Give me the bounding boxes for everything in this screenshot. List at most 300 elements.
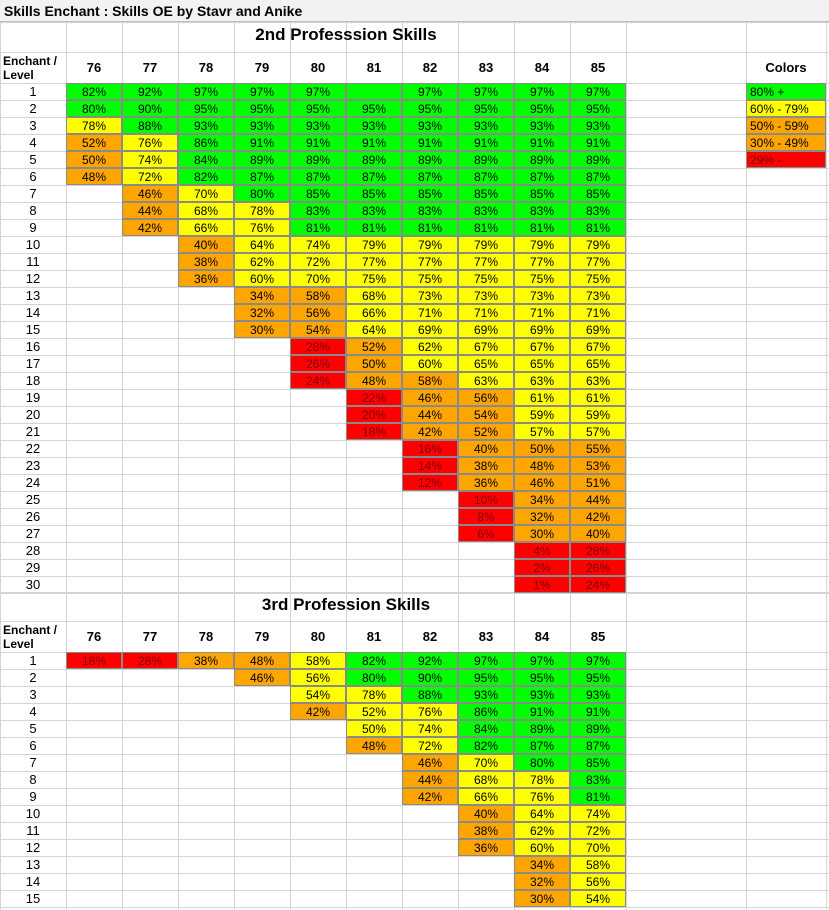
success-rate-cell[interactable]: 77% <box>514 253 570 270</box>
success-rate-cell[interactable]: 93% <box>570 117 626 134</box>
success-rate-cell[interactable]: 80% <box>346 669 402 686</box>
success-rate-cell[interactable]: 91% <box>458 134 514 151</box>
success-rate-cell[interactable]: 97% <box>402 83 458 100</box>
success-rate-cell[interactable]: 74% <box>402 720 458 737</box>
empty-cell[interactable] <box>290 754 346 771</box>
empty-cell[interactable] <box>178 304 234 321</box>
column-header-level[interactable]: 80 <box>310 60 326 75</box>
row-header-enchant[interactable]: 3 <box>29 687 37 702</box>
success-rate-cell[interactable]: 91% <box>290 134 346 151</box>
success-rate-cell[interactable]: 77% <box>402 253 458 270</box>
success-rate-cell[interactable]: 48% <box>514 457 570 474</box>
empty-cell[interactable] <box>66 491 122 508</box>
success-rate-cell[interactable]: 56% <box>290 669 346 686</box>
empty-cell[interactable] <box>66 338 122 355</box>
success-rate-cell[interactable]: 48% <box>346 737 402 754</box>
empty-cell[interactable] <box>178 372 234 389</box>
empty-cell[interactable] <box>346 457 402 474</box>
empty-cell[interactable] <box>66 754 122 771</box>
success-rate-cell[interactable]: 81% <box>570 219 626 236</box>
empty-cell[interactable] <box>122 508 178 525</box>
empty-cell[interactable] <box>66 890 122 907</box>
success-rate-cell[interactable]: 89% <box>514 151 570 168</box>
empty-cell[interactable] <box>234 703 290 720</box>
success-rate-cell[interactable]: 63% <box>570 372 626 389</box>
empty-cell[interactable] <box>346 839 402 856</box>
success-rate-cell[interactable]: 97% <box>458 652 514 669</box>
column-header-level[interactable]: 83 <box>478 60 494 75</box>
success-rate-cell[interactable]: 89% <box>570 720 626 737</box>
success-rate-cell[interactable]: 10% <box>458 491 514 508</box>
empty-cell[interactable] <box>290 890 346 907</box>
success-rate-cell[interactable]: 46% <box>402 754 458 771</box>
empty-cell[interactable] <box>290 406 346 423</box>
success-rate-cell[interactable]: 16% <box>402 440 458 457</box>
empty-cell[interactable] <box>66 406 122 423</box>
success-rate-cell[interactable]: 81% <box>346 219 402 236</box>
empty-cell[interactable] <box>402 542 458 559</box>
row-header-enchant[interactable]: 2 <box>29 101 37 116</box>
empty-cell[interactable] <box>66 287 122 304</box>
success-rate-cell[interactable]: 90% <box>122 100 178 117</box>
empty-cell[interactable] <box>178 737 234 754</box>
success-rate-cell[interactable]: 85% <box>514 185 570 202</box>
success-rate-cell[interactable]: 32% <box>234 304 290 321</box>
success-rate-cell[interactable]: 90% <box>402 669 458 686</box>
success-rate-cell[interactable]: 60% <box>514 839 570 856</box>
empty-cell[interactable] <box>234 771 290 788</box>
success-rate-cell[interactable] <box>346 83 402 100</box>
success-rate-cell[interactable]: 75% <box>458 270 514 287</box>
success-rate-cell[interactable]: 95% <box>514 100 570 117</box>
empty-cell[interactable] <box>290 474 346 491</box>
success-rate-cell[interactable]: 80% <box>234 185 290 202</box>
empty-cell[interactable] <box>178 542 234 559</box>
empty-cell[interactable] <box>234 720 290 737</box>
empty-cell[interactable] <box>66 185 122 202</box>
success-rate-cell[interactable]: 77% <box>570 253 626 270</box>
empty-cell[interactable] <box>66 219 122 236</box>
success-rate-cell[interactable]: 42% <box>290 703 346 720</box>
empty-cell[interactable] <box>234 525 290 542</box>
success-rate-cell[interactable]: 95% <box>346 100 402 117</box>
success-rate-cell[interactable]: 73% <box>402 287 458 304</box>
success-rate-cell[interactable]: 67% <box>458 338 514 355</box>
empty-cell[interactable] <box>178 355 234 372</box>
row-header-enchant[interactable]: 1 <box>29 653 37 668</box>
success-rate-cell[interactable]: 97% <box>234 83 290 100</box>
row-header-enchant[interactable]: 4 <box>29 135 37 150</box>
success-rate-cell[interactable]: 28% <box>122 652 178 669</box>
empty-cell[interactable] <box>234 355 290 372</box>
success-rate-cell[interactable]: 75% <box>514 270 570 287</box>
empty-cell[interactable] <box>458 559 514 576</box>
success-rate-cell[interactable]: 65% <box>514 355 570 372</box>
success-rate-cell[interactable]: 78% <box>66 117 122 134</box>
success-rate-cell[interactable]: 88% <box>122 117 178 134</box>
success-rate-cell[interactable]: 58% <box>402 372 458 389</box>
empty-cell[interactable] <box>402 873 458 890</box>
success-rate-cell[interactable]: 87% <box>346 168 402 185</box>
empty-cell[interactable] <box>66 686 122 703</box>
row-header-enchant[interactable]: 16 <box>25 339 41 354</box>
empty-cell[interactable] <box>402 890 458 907</box>
empty-cell[interactable] <box>234 856 290 873</box>
success-rate-cell[interactable]: 83% <box>514 202 570 219</box>
empty-cell[interactable] <box>346 873 402 890</box>
success-rate-cell[interactable]: 74% <box>122 151 178 168</box>
success-rate-cell[interactable]: 40% <box>458 805 514 822</box>
empty-cell[interactable] <box>122 542 178 559</box>
empty-cell[interactable] <box>178 287 234 304</box>
success-rate-cell[interactable]: 46% <box>234 669 290 686</box>
success-rate-cell[interactable]: 1% <box>514 576 570 593</box>
success-rate-cell[interactable]: 6% <box>458 525 514 542</box>
success-rate-cell[interactable]: 38% <box>458 822 514 839</box>
success-rate-cell[interactable]: 93% <box>234 117 290 134</box>
empty-cell[interactable] <box>178 839 234 856</box>
success-rate-cell[interactable]: 71% <box>402 304 458 321</box>
success-rate-cell[interactable]: 63% <box>514 372 570 389</box>
empty-cell[interactable] <box>178 474 234 491</box>
success-rate-cell[interactable]: 24% <box>570 576 626 593</box>
success-rate-cell[interactable]: 34% <box>514 491 570 508</box>
success-rate-cell[interactable]: 70% <box>290 270 346 287</box>
row-header-enchant[interactable]: 8 <box>29 772 37 787</box>
success-rate-cell[interactable]: 48% <box>346 372 402 389</box>
success-rate-cell[interactable]: 65% <box>458 355 514 372</box>
row-header-enchant[interactable]: 23 <box>25 458 41 473</box>
success-rate-cell[interactable]: 93% <box>346 117 402 134</box>
success-rate-cell[interactable]: 30% <box>514 525 570 542</box>
success-rate-cell[interactable]: 73% <box>570 287 626 304</box>
empty-cell[interactable] <box>122 669 178 686</box>
row-header-enchant[interactable]: 28 <box>25 543 41 558</box>
success-rate-cell[interactable]: 54% <box>290 686 346 703</box>
column-header-level[interactable]: 84 <box>534 629 550 644</box>
success-rate-cell[interactable]: 79% <box>458 236 514 253</box>
success-rate-cell[interactable]: 26% <box>570 559 626 576</box>
success-rate-cell[interactable]: 95% <box>402 100 458 117</box>
empty-cell[interactable] <box>234 440 290 457</box>
success-rate-cell[interactable]: 68% <box>458 771 514 788</box>
success-rate-cell[interactable]: 69% <box>458 321 514 338</box>
success-rate-cell[interactable]: 50% <box>346 720 402 737</box>
success-rate-cell[interactable]: 65% <box>570 355 626 372</box>
success-rate-cell[interactable]: 69% <box>402 321 458 338</box>
success-rate-cell[interactable]: 83% <box>570 202 626 219</box>
success-rate-cell[interactable]: 52% <box>346 338 402 355</box>
success-rate-cell[interactable]: 80% <box>66 100 122 117</box>
row-header-enchant[interactable]: 15 <box>25 322 41 337</box>
success-rate-cell[interactable]: 87% <box>570 168 626 185</box>
empty-cell[interactable] <box>346 805 402 822</box>
success-rate-cell[interactable]: 54% <box>458 406 514 423</box>
empty-cell[interactable] <box>122 839 178 856</box>
success-rate-cell[interactable]: 18% <box>66 652 122 669</box>
success-rate-cell[interactable]: 64% <box>346 321 402 338</box>
empty-cell[interactable] <box>178 576 234 593</box>
success-rate-cell[interactable]: 30% <box>514 890 570 907</box>
empty-cell[interactable] <box>234 491 290 508</box>
success-rate-cell[interactable]: 56% <box>290 304 346 321</box>
success-rate-cell[interactable]: 95% <box>234 100 290 117</box>
success-rate-cell[interactable]: 85% <box>290 185 346 202</box>
empty-cell[interactable] <box>122 737 178 754</box>
success-rate-cell[interactable]: 68% <box>346 287 402 304</box>
success-rate-cell[interactable]: 76% <box>514 788 570 805</box>
empty-cell[interactable] <box>122 389 178 406</box>
success-rate-cell[interactable]: 89% <box>514 720 570 737</box>
row-header-enchant[interactable]: 6 <box>29 738 37 753</box>
success-rate-cell[interactable]: 75% <box>402 270 458 287</box>
empty-cell[interactable] <box>178 754 234 771</box>
empty-cell[interactable] <box>178 491 234 508</box>
column-header-level[interactable]: 85 <box>590 60 606 75</box>
success-rate-cell[interactable]: 72% <box>290 253 346 270</box>
success-rate-cell[interactable]: 95% <box>514 669 570 686</box>
success-rate-cell[interactable]: 68% <box>178 202 234 219</box>
empty-cell[interactable] <box>234 372 290 389</box>
empty-cell[interactable] <box>290 440 346 457</box>
row-header-enchant[interactable]: 3 <box>29 118 37 133</box>
success-rate-cell[interactable]: 53% <box>570 457 626 474</box>
success-rate-cell[interactable]: 93% <box>458 117 514 134</box>
success-rate-cell[interactable]: 34% <box>234 287 290 304</box>
success-rate-cell[interactable]: 44% <box>122 202 178 219</box>
row-header-enchant[interactable]: 22 <box>25 441 41 456</box>
empty-cell[interactable] <box>66 669 122 686</box>
success-rate-cell[interactable]: 82% <box>458 737 514 754</box>
success-rate-cell[interactable]: 38% <box>178 652 234 669</box>
empty-cell[interactable] <box>346 474 402 491</box>
empty-cell[interactable] <box>122 457 178 474</box>
success-rate-cell[interactable]: 66% <box>178 219 234 236</box>
success-rate-cell[interactable]: 44% <box>570 491 626 508</box>
success-rate-cell[interactable]: 81% <box>570 788 626 805</box>
empty-cell[interactable] <box>178 321 234 338</box>
success-rate-cell[interactable]: 24% <box>290 372 346 389</box>
empty-cell[interactable] <box>178 525 234 542</box>
success-rate-cell[interactable]: 95% <box>458 669 514 686</box>
empty-cell[interactable] <box>178 856 234 873</box>
success-rate-cell[interactable]: 91% <box>570 134 626 151</box>
success-rate-cell[interactable]: 51% <box>570 474 626 491</box>
success-rate-cell[interactable]: 89% <box>346 151 402 168</box>
success-rate-cell[interactable]: 58% <box>570 856 626 873</box>
success-rate-cell[interactable]: 93% <box>514 686 570 703</box>
success-rate-cell[interactable]: 62% <box>234 253 290 270</box>
success-rate-cell[interactable]: 36% <box>458 474 514 491</box>
row-header-enchant[interactable]: 11 <box>26 254 40 269</box>
empty-cell[interactable] <box>402 559 458 576</box>
empty-cell[interactable] <box>234 890 290 907</box>
empty-cell[interactable] <box>402 839 458 856</box>
empty-cell[interactable] <box>122 525 178 542</box>
empty-cell[interactable] <box>290 839 346 856</box>
empty-cell[interactable] <box>178 423 234 440</box>
empty-cell[interactable] <box>290 508 346 525</box>
empty-cell[interactable] <box>66 856 122 873</box>
success-rate-cell[interactable]: 61% <box>514 389 570 406</box>
empty-cell[interactable] <box>346 890 402 907</box>
success-rate-cell[interactable]: 57% <box>570 423 626 440</box>
success-rate-cell[interactable]: 83% <box>402 202 458 219</box>
empty-cell[interactable] <box>234 686 290 703</box>
success-rate-cell[interactable]: 70% <box>458 754 514 771</box>
row-header-enchant[interactable]: 5 <box>29 152 37 167</box>
empty-cell[interactable] <box>178 720 234 737</box>
empty-cell[interactable] <box>290 856 346 873</box>
empty-cell[interactable] <box>66 771 122 788</box>
success-rate-cell[interactable]: 83% <box>290 202 346 219</box>
success-rate-cell[interactable]: 97% <box>570 83 626 100</box>
empty-cell[interactable] <box>122 576 178 593</box>
success-rate-cell[interactable]: 83% <box>458 202 514 219</box>
success-rate-cell[interactable]: 87% <box>458 168 514 185</box>
empty-cell[interactable] <box>66 542 122 559</box>
column-header-level[interactable]: 76 <box>86 629 102 644</box>
empty-cell[interactable] <box>234 406 290 423</box>
success-rate-cell[interactable]: 38% <box>458 457 514 474</box>
empty-cell[interactable] <box>66 440 122 457</box>
success-rate-cell[interactable]: 52% <box>66 134 122 151</box>
success-rate-cell[interactable]: 42% <box>122 219 178 236</box>
empty-cell[interactable] <box>66 423 122 440</box>
success-rate-cell[interactable]: 54% <box>290 321 346 338</box>
success-rate-cell[interactable]: 20% <box>346 406 402 423</box>
success-rate-cell[interactable]: 89% <box>458 151 514 168</box>
success-rate-cell[interactable]: 64% <box>514 805 570 822</box>
success-rate-cell[interactable]: 81% <box>514 219 570 236</box>
empty-cell[interactable] <box>178 440 234 457</box>
empty-cell[interactable] <box>122 321 178 338</box>
empty-cell[interactable] <box>346 754 402 771</box>
success-rate-cell[interactable]: 92% <box>122 83 178 100</box>
column-header-level[interactable]: 81 <box>366 629 382 644</box>
empty-cell[interactable] <box>178 389 234 406</box>
success-rate-cell[interactable]: 91% <box>234 134 290 151</box>
empty-cell[interactable] <box>66 559 122 576</box>
success-rate-cell[interactable]: 72% <box>402 737 458 754</box>
success-rate-cell[interactable]: 59% <box>570 406 626 423</box>
success-rate-cell[interactable]: 93% <box>514 117 570 134</box>
empty-cell[interactable] <box>122 873 178 890</box>
success-rate-cell[interactable]: 58% <box>290 287 346 304</box>
empty-cell[interactable] <box>290 389 346 406</box>
empty-cell[interactable] <box>234 576 290 593</box>
success-rate-cell[interactable]: 57% <box>514 423 570 440</box>
empty-cell[interactable] <box>402 822 458 839</box>
success-rate-cell[interactable]: 26% <box>290 355 346 372</box>
success-rate-cell[interactable]: 71% <box>458 304 514 321</box>
empty-cell[interactable] <box>122 474 178 491</box>
empty-cell[interactable] <box>234 839 290 856</box>
empty-cell[interactable] <box>122 423 178 440</box>
row-header-enchant[interactable]: 19 <box>25 390 41 405</box>
row-header-enchant[interactable]: 17 <box>25 356 41 371</box>
empty-cell[interactable] <box>178 771 234 788</box>
success-rate-cell[interactable]: 93% <box>178 117 234 134</box>
success-rate-cell[interactable]: 70% <box>178 185 234 202</box>
empty-cell[interactable] <box>178 457 234 474</box>
success-rate-cell[interactable]: 95% <box>458 100 514 117</box>
empty-cell[interactable] <box>458 873 514 890</box>
empty-cell[interactable] <box>290 771 346 788</box>
success-rate-cell[interactable]: 82% <box>346 652 402 669</box>
row-header-enchant[interactable]: 11 <box>26 823 40 838</box>
empty-cell[interactable] <box>66 270 122 287</box>
row-header-enchant[interactable]: 29 <box>25 560 41 575</box>
column-header-level[interactable]: 79 <box>254 629 270 644</box>
success-rate-cell[interactable]: 89% <box>234 151 290 168</box>
empty-cell[interactable] <box>290 720 346 737</box>
empty-cell[interactable] <box>122 236 178 253</box>
success-rate-cell[interactable]: 67% <box>514 338 570 355</box>
column-header-level[interactable]: 82 <box>422 629 438 644</box>
row-header-enchant[interactable]: 21 <box>25 424 41 439</box>
empty-cell[interactable] <box>66 822 122 839</box>
success-rate-cell[interactable]: 78% <box>514 771 570 788</box>
success-rate-cell[interactable]: 81% <box>458 219 514 236</box>
empty-cell[interactable] <box>178 873 234 890</box>
success-rate-cell[interactable]: 84% <box>458 720 514 737</box>
empty-cell[interactable] <box>66 389 122 406</box>
success-rate-cell[interactable]: 32% <box>514 508 570 525</box>
success-rate-cell[interactable]: 87% <box>234 168 290 185</box>
success-rate-cell[interactable]: 69% <box>570 321 626 338</box>
empty-cell[interactable] <box>122 559 178 576</box>
success-rate-cell[interactable]: 82% <box>66 83 122 100</box>
empty-cell[interactable] <box>122 890 178 907</box>
empty-cell[interactable] <box>234 457 290 474</box>
success-rate-cell[interactable]: 59% <box>514 406 570 423</box>
row-header-enchant[interactable]: 12 <box>25 840 41 855</box>
empty-cell[interactable] <box>234 338 290 355</box>
success-rate-cell[interactable]: 70% <box>570 839 626 856</box>
column-header-level[interactable]: 81 <box>366 60 382 75</box>
empty-cell[interactable] <box>290 559 346 576</box>
success-rate-cell[interactable]: 76% <box>234 219 290 236</box>
success-rate-cell[interactable]: 52% <box>458 423 514 440</box>
row-header-enchant[interactable]: 18 <box>25 373 41 388</box>
success-rate-cell[interactable]: 93% <box>570 686 626 703</box>
success-rate-cell[interactable]: 14% <box>402 457 458 474</box>
success-rate-cell[interactable]: 79% <box>514 236 570 253</box>
success-rate-cell[interactable]: 97% <box>458 83 514 100</box>
empty-cell[interactable] <box>178 559 234 576</box>
row-header-enchant[interactable]: 20 <box>25 407 41 422</box>
empty-cell[interactable] <box>122 338 178 355</box>
empty-cell[interactable] <box>66 703 122 720</box>
row-header-enchant[interactable]: 4 <box>29 704 37 719</box>
empty-cell[interactable] <box>66 525 122 542</box>
column-header-level[interactable]: 80 <box>310 629 326 644</box>
success-rate-cell[interactable]: 75% <box>346 270 402 287</box>
empty-cell[interactable] <box>122 304 178 321</box>
success-rate-cell[interactable]: 61% <box>570 389 626 406</box>
empty-cell[interactable] <box>234 423 290 440</box>
empty-cell[interactable] <box>122 270 178 287</box>
column-header-level[interactable]: 77 <box>142 60 158 75</box>
success-rate-cell[interactable]: 97% <box>514 652 570 669</box>
success-rate-cell[interactable]: 58% <box>290 652 346 669</box>
column-header-level[interactable]: 84 <box>534 60 550 75</box>
success-rate-cell[interactable]: 71% <box>570 304 626 321</box>
success-rate-cell[interactable]: 87% <box>514 168 570 185</box>
success-rate-cell[interactable]: 42% <box>402 423 458 440</box>
success-rate-cell[interactable]: 85% <box>346 185 402 202</box>
